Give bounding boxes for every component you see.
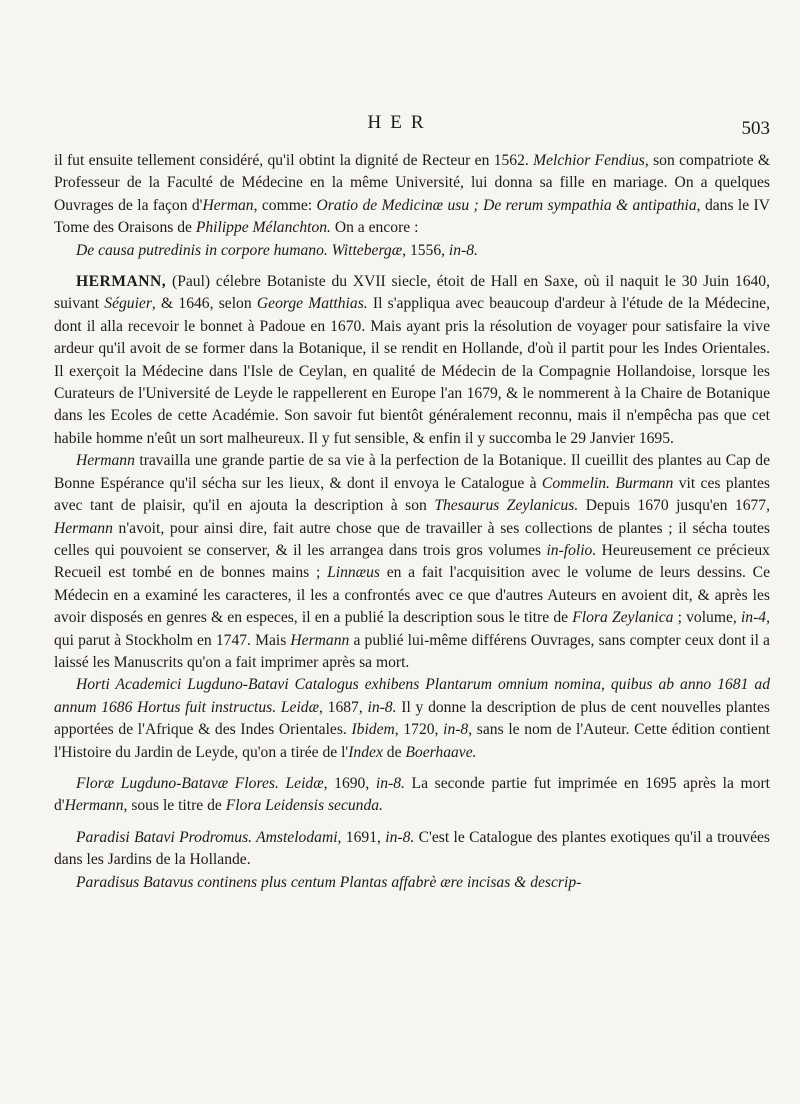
text-run: Il y donne la description de plus de cent nouvelles plantes apportées de l'Afrique & des Indes Orientales. bbox=[54, 698, 770, 739]
running-head: HER bbox=[367, 112, 433, 133]
italic-run: Hermann bbox=[76, 452, 135, 470]
italic-run: Flora Zeylanica bbox=[572, 609, 674, 627]
italic-run: Hermann bbox=[290, 631, 350, 649]
italic-run: in-4 bbox=[740, 609, 767, 627]
italic-run: Hermann bbox=[64, 797, 124, 815]
paragraph-p3 bbox=[54, 271, 770, 450]
text-run: On a encore : bbox=[330, 219, 419, 237]
text-run: (Paul) célebre Botaniste du XVII siecle, étoit de Hall en Saxe, où il naquit le 30 Juin 1640, suivant bbox=[54, 273, 770, 313]
text-run: , comme: bbox=[253, 196, 317, 214]
italic-run: Floræ Lugduno-Batavæ Flores. Leidæ bbox=[76, 774, 324, 792]
text-run: , dans le IV Tome des Oraisons de bbox=[54, 196, 771, 237]
paragraph-p6 bbox=[54, 773, 770, 818]
italic-run: Herman bbox=[202, 196, 254, 214]
italic-run: De causa putredinis in corpore humano. Wittebergæ bbox=[76, 241, 403, 259]
italic-run: Flora Leidensis secunda. bbox=[225, 797, 383, 815]
text-run: , 1690, bbox=[323, 774, 376, 792]
entry-headword: HERMANN, bbox=[76, 273, 167, 291]
italic-run: Philippe Mélanchton. bbox=[195, 219, 331, 237]
text-run: ; volume, bbox=[673, 609, 741, 627]
italic-run: Melchior Fendius bbox=[533, 152, 645, 169]
text-run: , sous le titre de bbox=[123, 797, 226, 815]
paragraph-p1 bbox=[54, 150, 770, 240]
italic-run: Boerhaave. bbox=[405, 743, 477, 761]
italic-run: Séguier bbox=[104, 295, 152, 313]
italic-run: George Matthias. bbox=[256, 295, 368, 313]
text-run: n'avoit, pour ainsi dire, fait autre chose que de travailler à ses collections de plantes ; il sécha toutes celles qui pouvoient se conserver, & il les arrangea dans trois gros volumes bbox=[54, 519, 770, 559]
text-run: travailla une grande partie de sa vie à la perfection de la Botanique. Il cueillit des plantes au Cap de Bonne Espérance qu'il sécha sur les lieux, & dont il envoya le Catalogue à bbox=[54, 452, 770, 492]
italic-run: in-folio. bbox=[546, 541, 597, 559]
text-run: Il s'appliqua avec beaucoup d'ardeur à l'étude de la Médecine, dont il alla recevoir le bonnet à Padoue en 1670. Mais ayant pris la résolution de voyager pour satisfaire la vive ardeur qu'il avoit de se former dans la Botanique, il se rendit en Hollande, d'où il partit pour les Indes Orientales. Il exerçoit la Médecine dans l'Isle de Ceylan, en qualité de Médecin de la Compagnie Hollandoise, lorsque les Curateurs de l'Université de Leyde le rappellerent en Europe l'an 1679, & le nommerent à la Chaire de Botanique dans les Ecoles de cette Académie. Son savoir fut bientôt généralement reconnu, mais il n'empêcha pas que cet habile homme n'eût un sort malheureux. Il y fut sensible, & enfin il y succomba le 29 Janvier 1695. bbox=[54, 295, 770, 447]
paragraph-p4 bbox=[54, 450, 770, 674]
text-run: , 1687, bbox=[319, 698, 368, 716]
text-run: C'est le Catalogue des plantes exotiques qu'il a trouvées dans les Jardins de la Hollande. bbox=[54, 828, 770, 869]
text-run: , & 1646, selon bbox=[151, 295, 257, 313]
paragraph-p8 bbox=[54, 872, 770, 894]
paragraph-p7 bbox=[54, 827, 770, 872]
page-header bbox=[0, 112, 800, 142]
text-run: de bbox=[382, 743, 406, 761]
text-run: Heureusement ce précieux Recueil est tombé en de bonnes mains ; bbox=[54, 541, 770, 582]
text-run: vit ces plantes avec tant de plaisir, qu'il en ajouta la description à son bbox=[54, 474, 770, 515]
text-run: il fut ensuite tellement considéré, qu'il obtint la dignité de Recteur en 1562. bbox=[54, 152, 534, 169]
italic-run: Hermann bbox=[54, 519, 113, 537]
page-body bbox=[54, 150, 770, 894]
italic-run: Oratio de Medicinæ usu ; De rerum sympathia & antipathia bbox=[316, 196, 697, 214]
text-run: , 1691, bbox=[337, 828, 386, 846]
italic-run: Ibidem bbox=[351, 721, 395, 739]
text-run: a publié lui-même différens Ouvrages, sans compter ceux dont il a laissé les Manuscrits qu'on a fait imprimer après sa mort. bbox=[54, 631, 770, 671]
italic-run: Linnæus bbox=[327, 564, 380, 582]
italic-run: in-8. bbox=[375, 774, 405, 792]
text-run: , sans le nom de l'Auteur. Cette édition contient l'Histoire du Jardin de Leyde, qu'on a tirée de l' bbox=[54, 721, 770, 761]
text-run: , 1556, bbox=[402, 241, 449, 259]
italic-run: Thesaurus Zeylanicus. bbox=[434, 497, 579, 515]
text-run: , son compatriote & Professeur de la Faculté de Médecine en la même Université, lui donna sa fille en mariage. On a quelques Ouvrages de la façon d' bbox=[54, 152, 771, 214]
italic-run: Paradisus Batavus continens plus centum Plantas affabrè ære incisas & descrip- bbox=[76, 873, 582, 891]
text-run: La seconde partie fut imprimée en 1695 après la mort d' bbox=[54, 774, 771, 815]
text-run: , qui parut à Stockholm en 1747. Mais bbox=[54, 609, 770, 649]
italic-run: in-8. bbox=[367, 698, 397, 716]
italic-run: in-8. bbox=[385, 828, 415, 846]
italic-run: Burmann bbox=[615, 474, 674, 492]
italic-run: Commelin. bbox=[541, 474, 610, 492]
italic-run: in-8 bbox=[443, 721, 469, 739]
italic-run: Horti Academici Lugduno-Batavi Catalogus exhibens Plantarum omnium nomina, quibus ab anno 1681 ad annum 1686 Hortus fuit instructus. Leidæ bbox=[54, 676, 770, 716]
italic-run: Index bbox=[348, 743, 383, 761]
page-number: 503 bbox=[741, 118, 770, 139]
text-run: en a fait l'acquisition avec le volume de leurs dessins. Ce Médecin en a examiné les caracteres, il les a confrontés avec ce que d'autres Auteurs en avoient dit, & après les avoir disposés en genres & en especes, il en a publié la description sous le titre de bbox=[54, 564, 771, 627]
paragraph-p5 bbox=[54, 674, 770, 764]
italic-run: Paradisi Batavi Prodromus. Amstelodami bbox=[76, 828, 338, 846]
italic-run: in-8. bbox=[448, 241, 478, 259]
text-run: , 1720, bbox=[394, 721, 444, 739]
text-run: Depuis 1670 jusqu'en 1677, bbox=[578, 497, 770, 515]
paragraph-p2 bbox=[54, 240, 770, 262]
